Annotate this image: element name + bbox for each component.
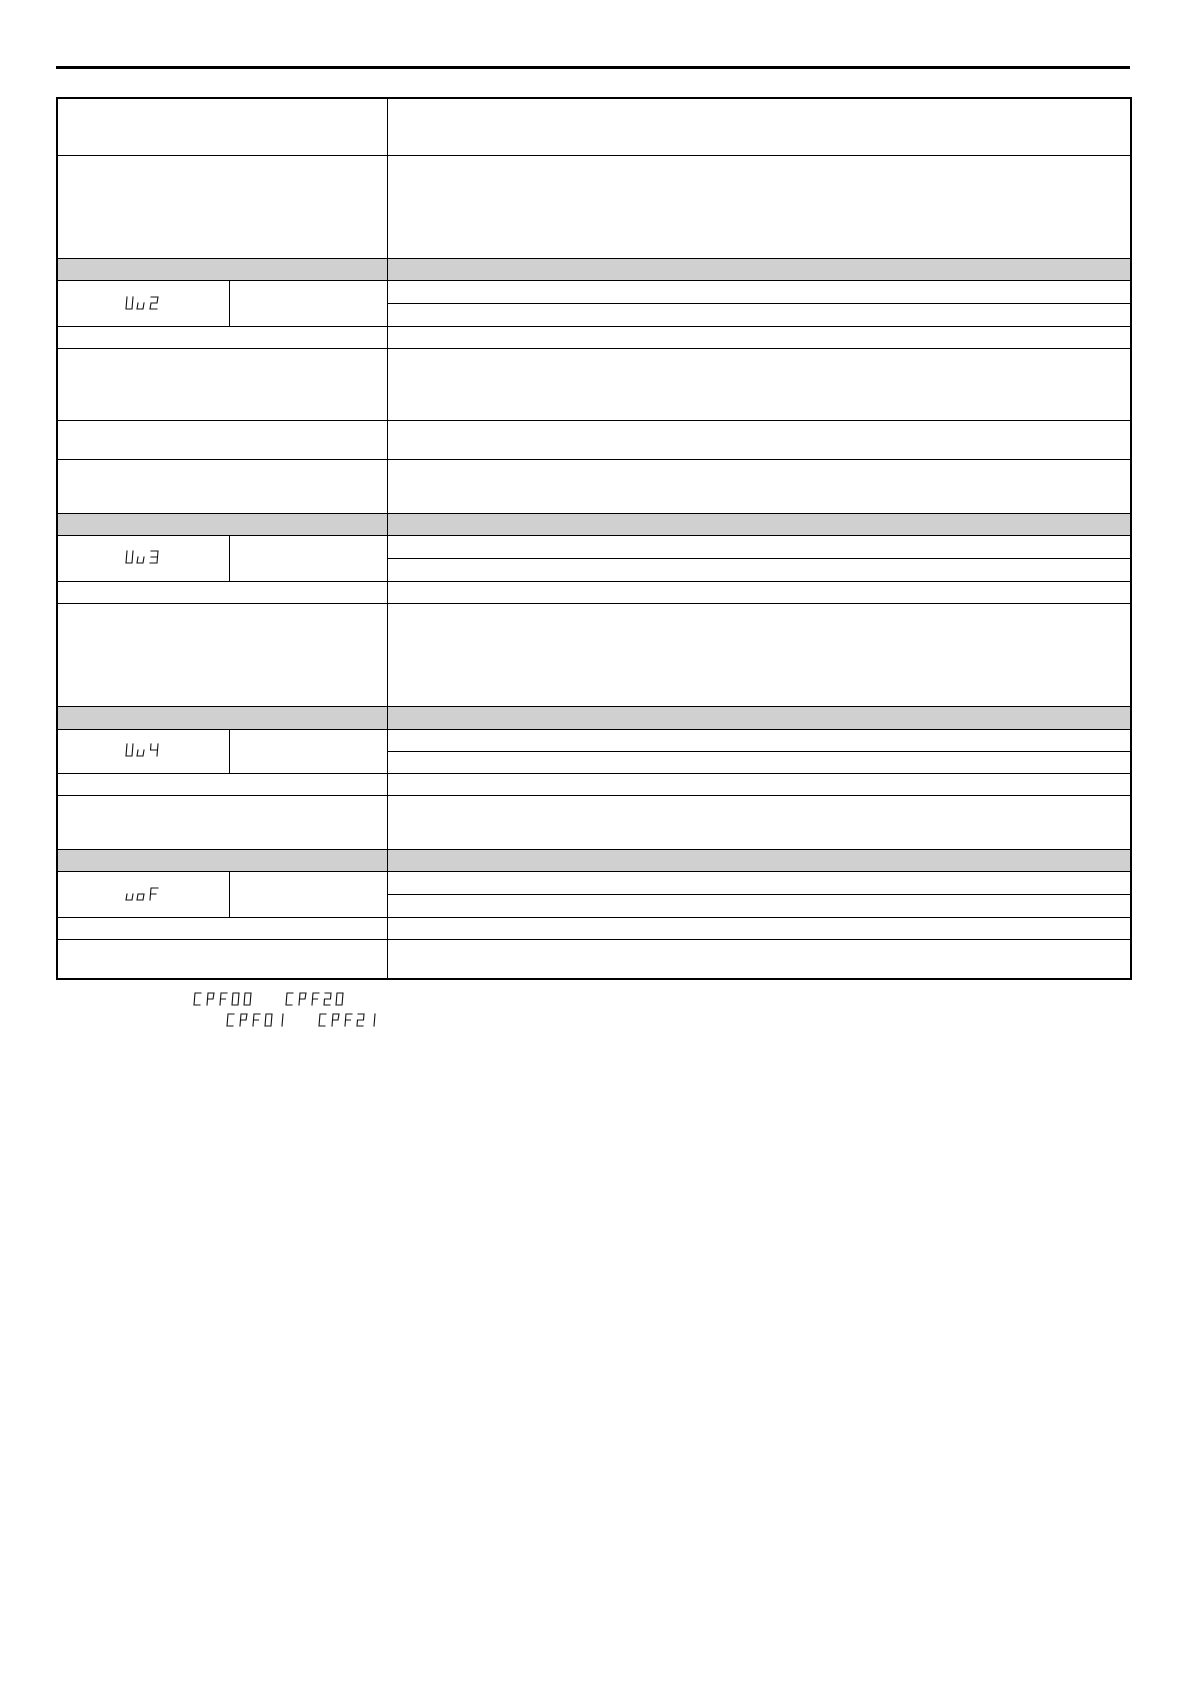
table-row bbox=[57, 773, 1131, 795]
table-row bbox=[57, 459, 1131, 513]
table-row bbox=[57, 604, 1131, 707]
table-row bbox=[57, 940, 1131, 979]
table-row bbox=[57, 582, 1131, 604]
fault-code-table bbox=[56, 97, 1132, 980]
table-row bbox=[57, 327, 1131, 349]
code-cell-uv4 bbox=[57, 729, 229, 773]
table-row bbox=[57, 871, 1131, 894]
seven-segment-display-icon bbox=[123, 548, 163, 568]
table-row bbox=[57, 420, 1131, 459]
table-row bbox=[57, 349, 1131, 420]
seven-segment-display-icon bbox=[123, 741, 163, 761]
code-cell-uv2 bbox=[57, 281, 229, 327]
table-row bbox=[57, 281, 1131, 304]
table-row bbox=[57, 98, 1131, 155]
code-cell-vof bbox=[57, 871, 229, 917]
code-cell-uv3 bbox=[57, 535, 229, 581]
table-row bbox=[57, 155, 1131, 258]
seven-segment-display-icon bbox=[317, 1011, 381, 1031]
top-rule bbox=[56, 66, 1130, 69]
section-header-row bbox=[57, 513, 1131, 535]
section-header-row bbox=[57, 849, 1131, 871]
seven-segment-display-icon bbox=[192, 990, 256, 1010]
seven-segment-display-icon bbox=[123, 294, 163, 314]
seven-segment-display-icon bbox=[225, 1011, 289, 1031]
section-header-row bbox=[57, 707, 1131, 729]
table-row bbox=[57, 535, 1131, 558]
seven-segment-display-icon bbox=[123, 885, 163, 905]
table-row bbox=[57, 729, 1131, 751]
table-row bbox=[57, 795, 1131, 849]
table-row bbox=[57, 918, 1131, 940]
seven-segment-display-icon bbox=[284, 990, 348, 1010]
section-header-row bbox=[57, 259, 1131, 281]
